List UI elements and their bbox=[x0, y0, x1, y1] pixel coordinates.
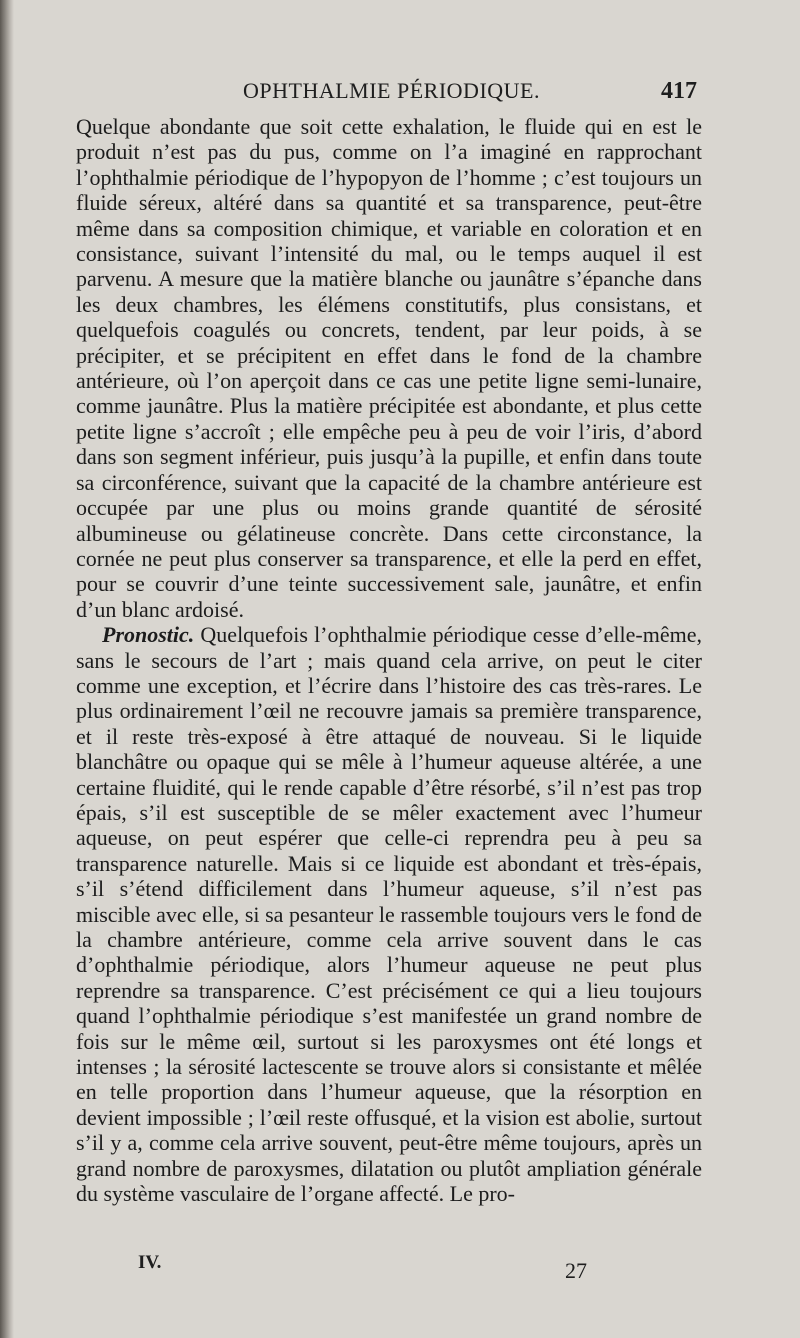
page-number: 417 bbox=[661, 78, 697, 104]
section-label-pronostic: Pronostic. bbox=[102, 622, 195, 648]
page-header bbox=[0, 78, 800, 112]
sheet-number: 27 bbox=[565, 1258, 587, 1283]
body-text bbox=[76, 114, 702, 1206]
paragraph-pronostic bbox=[76, 622, 702, 1206]
paragraph-pronostic-text: Quelquefois l’ophthalmie périodique cesse d’elle-même, sans le secours de l’art ; mais quand cela arrive, on peut le citer comme une exception, et l’écrire dans l’histoire des cas très-rares. Le plus ordinairement l’œil ne recouvre jamais sa première transparence, et il reste très-exposé à être attaqué de nouveau. Si le liquide blanchâtre ou opaque qui se mêle à l’humeur aqueuse altérée, a une certaine fluidité, qui le rende capable d’être résorbé, s’il n’est pas trop épais, s’il est susceptible de se mêler exactement avec l’humeur aqueuse, on peut espérer que celle-ci reprendra peu à peu sa transparence naturelle. Mais si ce liquide est abondant et très-épais, s’il s’étend difficilement dans l’humeur aqueuse, s’il n’est pas miscible avec elle, si sa pesanteur le rassemble toujours vers le fond de la chambre antérieure, comme cela arrive souvent dans le cas d’ophthalmie périodique, alors l’humeur aqueuse ne peut plus reprendre sa transparence. C’est précisément ce qui a lieu toujours quand l’ophthalmie périodique s’est manifestée un grand nombre de fois sur le même œil, surtout si les paroxysmes ont été longs et intenses ; la sérosité lactescente se trouve alors si consistante et mêlée en telle proportion dans l’humeur aqueuse, que la résorption en devient impossible ; l’œil reste offusqué, et la vision est abolie, surtout s’il y a, comme cela arrive souvent, peut-être même toujours, après un grand nombre de paroxysmes, dilatation ou plutôt ampliation générale du système vasculaire de l’organe affecté. Le pro- bbox=[76, 622, 703, 1207]
page-spine-shadow bbox=[0, 0, 14, 1338]
page-footer bbox=[0, 1244, 800, 1294]
paragraph-exhalation: Quelque abondante que soit cette exhalation, le fluide qui en est le produit n’est pas du pus, comme on l’a imaginé en rapprochant l’ophthalmie périodique de l’hypopyon de l’homme ; c’est toujours un fluide séreux, altéré dans sa quantité et sa transparence, peut-être même dans sa composition chimique, et variable en coloration et en consistance, suivant l’intensité du mal, ou le temps auquel il est parvenu. A mesure que la matière blanche ou jaunâtre s’épanche dans les deux chambres, les élémens constitutifs, plus consistans, et quelquefois coagulés ou concrets, tendent, par leur poids, à se précipiter, et se précipitent en effet dans le fond de la chambre antérieure, où l’on aperçoit dans ce cas une petite ligne semi-lunaire, comme jaunâtre. Plus la matière précipitée est abondante, et plus cette petite ligne s’accroît ; elle empêche peu à peu de voir l’iris, d’abord dans son segment inférieur, puis jusqu’à la pupille, et enfin dans toute sa circonférence, suivant que la capacité de la chambre antérieure est occupée par une plus ou moins grande quantité de sérosité albumineuse ou gélatineuse concrète. Dans cette circonstance, la cornée ne peut plus conserver sa transparence, et elle la perd en effet, pour se couvrir d’une teinte successivement sale, jaunâtre, et enfin d’un blanc ardoisé. bbox=[76, 114, 702, 622]
volume-signature: IV. bbox=[138, 1252, 162, 1273]
running-title: OPHTHALMIE PÉRIODIQUE. bbox=[243, 78, 540, 103]
